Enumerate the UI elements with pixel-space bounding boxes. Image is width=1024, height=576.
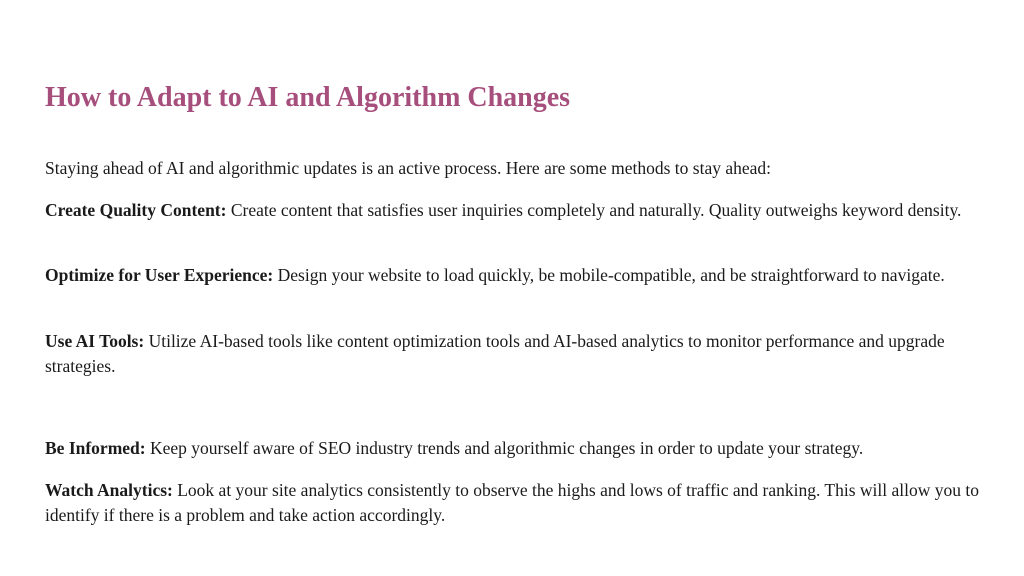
intro-paragraph: Staying ahead of AI and algorithmic updates is an active process. Here are some methods to stay ahead:	[45, 158, 772, 178]
tip-text: Utilize AI-based tools like content optimization tools and AI-based analytics to monitor performance and upgrade strategies.	[45, 331, 945, 376]
tip-watch-analytics	[45, 478, 979, 528]
tip-use-ai-tools	[45, 329, 979, 379]
tip-optimize-user-experience	[45, 263, 979, 288]
tip-text: Keep yourself aware of SEO industry trends and algorithmic changes in order to update your strategy.	[145, 438, 864, 458]
tip-text: Look at your site analytics consistently to observe the highs and lows of traffic and ranking. This will allow you to identify if there is a problem and take action accordingly.	[45, 480, 980, 525]
tip-label: Create Quality Content:	[45, 200, 227, 220]
tip-label: Use AI Tools:	[45, 331, 145, 351]
tip-label: Be Informed:	[45, 438, 146, 458]
tip-label: Watch Analytics:	[45, 480, 173, 500]
tip-label: Optimize for User Experience:	[45, 265, 274, 285]
page-title: How to Adapt to AI and Algorithm Changes	[45, 82, 571, 113]
tip-text: Create content that satisfies user inquiries completely and naturally. Quality outweighs keyword density.	[226, 200, 962, 220]
tip-be-informed	[45, 436, 979, 461]
tip-create-quality-content	[45, 198, 979, 223]
tip-text: Design your website to load quickly, be mobile-compatible, and be straightforward to navigate.	[273, 265, 945, 285]
